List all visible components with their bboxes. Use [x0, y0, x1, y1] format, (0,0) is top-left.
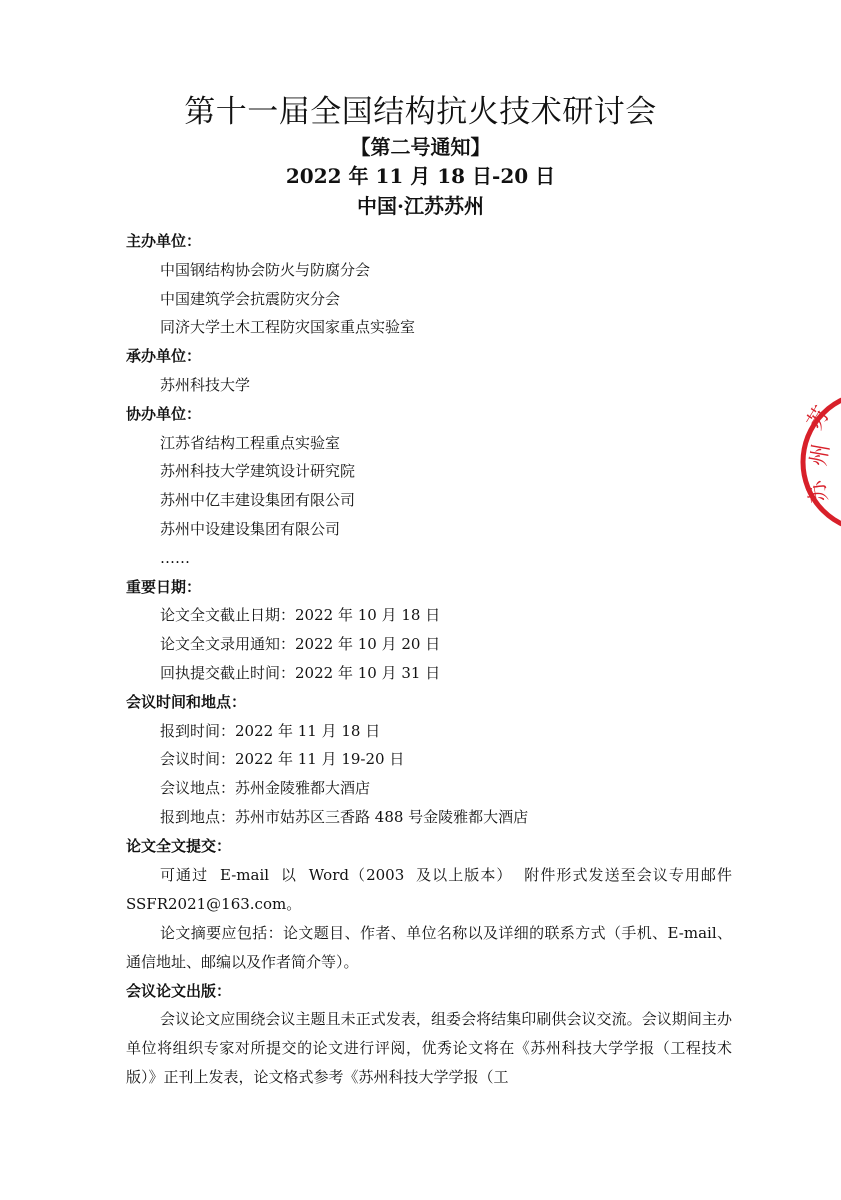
seal-glyph: 州	[806, 442, 835, 469]
seal-glyph: 苏	[804, 478, 833, 505]
co-organizer-item: 苏州科技大学建筑设计研究院	[160, 462, 356, 481]
co-organizer-item: 江苏省结构工程重点实验室	[160, 433, 341, 452]
publication-heading: 会议论文出版：	[126, 981, 232, 1000]
co-organizer-ellipsis: ……	[160, 548, 190, 567]
venue-item: 会议地点：苏州金陵雅都大酒店	[160, 779, 371, 798]
organizer-item: 同济大学土木工程防灾国家重点实验室	[160, 318, 416, 337]
seal-ring	[803, 393, 841, 531]
venue-item: 报到时间：2022 年 11 月 18 日	[160, 721, 381, 740]
page-title: 第十一届全国结构抗火技术研讨会	[184, 94, 657, 130]
hosts-heading: 承办单位：	[126, 347, 202, 366]
co-organizer-item: 苏州中亿丰建设集团有限公司	[160, 491, 356, 510]
abstract-paragraph: 论文摘要应包括：论文题目、作者、单位名称以及详细的联系方式（手机、E-mail、通信地址、邮编以及作者简介等）。	[126, 923, 732, 971]
venue-heading: 会议时间和地点：	[126, 692, 247, 711]
date-item: 论文全文截止日期：2022 年 10 月 18 日	[160, 606, 441, 625]
publication-paragraph: 会议论文应围绕会议主题且未正式发表，组委会将结集印刷供会议交流。会议期间主办单位将组织专家对所提交的论文进行评阅，优秀论文将在《苏州科技大学学报（工程技术版）》正刊上发表，论文格式参考《苏州科技大学学报（工	[126, 1010, 732, 1087]
notice-body	[126, 227, 732, 1092]
co-organizers-heading: 协办单位：	[126, 404, 202, 423]
conference-location: 中国·江苏苏州	[357, 194, 484, 218]
date-item: 论文全文录用通知：2022 年 10 月 20 日	[160, 635, 441, 654]
organizer-item: 中国钢结构协会防火与防腐分会	[160, 260, 371, 279]
co-organizer-item: 苏州中设建设集团有限公司	[160, 519, 341, 538]
submission-heading: 论文全文提交：	[126, 836, 232, 855]
seal-glyph: 苏	[802, 402, 836, 435]
submission-paragraph: 可通过 E-mail 以 Word（2003 及以上版本） 附件形式发送至会议专用邮件 SSFR2021@163.com。	[126, 865, 732, 913]
date-item: 回执提交截止时间：2022 年 10 月 31 日	[160, 663, 441, 682]
organizer-item: 中国建筑学会抗震防灾分会	[160, 289, 341, 308]
organizers-heading: 主办单位：	[126, 232, 202, 250]
conference-dates: 2022 年 11 月 18 日-20 日	[285, 164, 556, 188]
official-seal-stamp	[797, 387, 841, 537]
host-item: 苏州科技大学	[160, 375, 251, 394]
dates-heading: 重要日期：	[126, 577, 202, 596]
venue-item: 报到地点：苏州市姑苏区三香路 488 号金陵雅都大酒店	[160, 807, 529, 826]
notice-subtitle: 【第二号通知】	[350, 135, 491, 159]
venue-item: 会议时间：2022 年 11 月 19-20 日	[160, 750, 405, 769]
